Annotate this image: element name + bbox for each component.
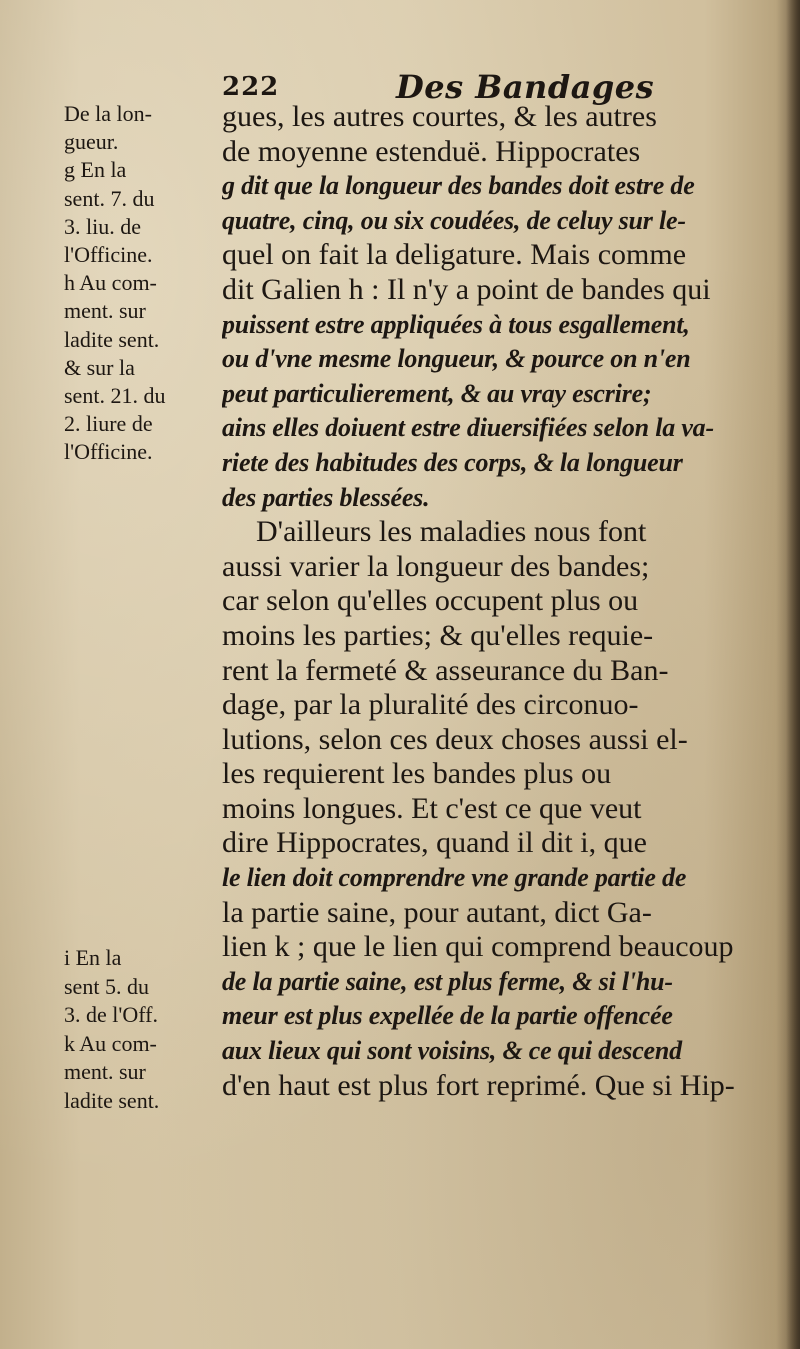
margin-notes-bottom: [64, 944, 220, 1116]
margin-note-line: 2. liure de: [64, 411, 153, 437]
text-line: quatre, cinq, ou six coudées, de celuy sur le-: [222, 205, 686, 235]
text-line: des parties blessées.: [222, 482, 430, 512]
margin-note-line: k Au com-: [64, 1030, 157, 1056]
text-line: D'ailleurs les maladies nous font: [256, 515, 647, 549]
margin-note-line: l'Officine.: [64, 439, 153, 465]
text-line: aussi varier la longueur des bandes;: [222, 549, 650, 583]
text-line: quel on fait la deligature. Mais comme: [222, 238, 687, 272]
text-line: dire Hippocrates, quand il dit i, que: [222, 826, 647, 860]
text-line: le lien doit comprendre vne grande partie de: [222, 863, 687, 893]
body-text: [222, 100, 794, 1103]
margin-note-line: g En la: [64, 157, 127, 183]
margin-note-line: l'Officine.: [64, 241, 153, 267]
text-line: de la partie saine, est plus ferme, & si l'hu-: [222, 966, 673, 996]
margin-note-line: 3. de l'Off.: [64, 1002, 158, 1028]
margin-note-line: sent. 7. du: [64, 185, 155, 211]
text-line: la partie saine, pour autant, dict Ga-: [222, 895, 652, 929]
margin-note-line: & sur la: [64, 354, 135, 380]
text-line: g dit que la longueur des bandes doit estre de: [222, 171, 695, 201]
margin-notes-top: [64, 100, 220, 466]
text-line: car selon qu'elles occupent plus ou: [222, 584, 639, 618]
text-line: aux lieux qui sont voisins, & ce qui descend: [222, 1036, 682, 1066]
text-line: puissent estre appliquées à tous esgallement,: [222, 309, 690, 339]
text-line: lutions, selon ces deux choses aussi el-: [222, 722, 688, 756]
text-line: ains elles doiuent estre diuersifiées selon la va-: [222, 413, 714, 443]
text-line: dit Galien h : Il n'y a point de bandes qui: [222, 272, 711, 306]
text-line: d'en haut est plus fort reprimé. Que si Hip-: [222, 1068, 735, 1102]
text-line: de moyenne estenduë. Hippocrates: [222, 134, 641, 168]
text-line: ou d'vne mesme longueur, & pource on n'en: [222, 344, 691, 374]
text-line: lien k ; que le lien qui comprend beaucoup: [222, 930, 734, 964]
text-line: gues, les autres courtes, & les autres: [222, 100, 657, 133]
margin-note-line: ment. sur: [64, 298, 146, 324]
margin-note-line: ladite sent.: [64, 1087, 160, 1113]
margin-note-line: De la lon-: [64, 101, 152, 126]
margin-note-line: gueur.: [64, 129, 119, 155]
margin-note-line: h Au com-: [64, 270, 157, 296]
margin-note-line: ladite sent.: [64, 326, 160, 352]
text-line: moins les parties; & qu'elles requie-: [222, 618, 654, 652]
binding-shadow: [786, 0, 800, 1349]
margin-note-line: 3. liu. de: [64, 213, 141, 239]
page-number: 222: [222, 72, 280, 102]
text-line: meur est plus expellée de la partie offencée: [222, 1001, 673, 1031]
margin-note-line: sent. 21. du: [64, 382, 166, 408]
text-line: moins longues. Et c'est ce que veut: [222, 791, 642, 825]
text-line: rent la fermeté & asseurance du Ban-: [222, 653, 669, 687]
margin-note-line: ment. sur: [64, 1059, 146, 1085]
text-line: peut particulierement, & au vray escrire;: [222, 378, 652, 408]
text-line: les requierent les bandes plus ou: [222, 757, 612, 791]
text-line: dage, par la pluralité des circonuo-: [222, 688, 639, 722]
margin-note-line: i En la: [64, 945, 122, 970]
running-title: Des Bandages: [396, 68, 655, 106]
margin-note-line: sent 5. du: [64, 973, 149, 999]
text-line: riete des habitudes des corps, & la longueur: [222, 447, 683, 477]
